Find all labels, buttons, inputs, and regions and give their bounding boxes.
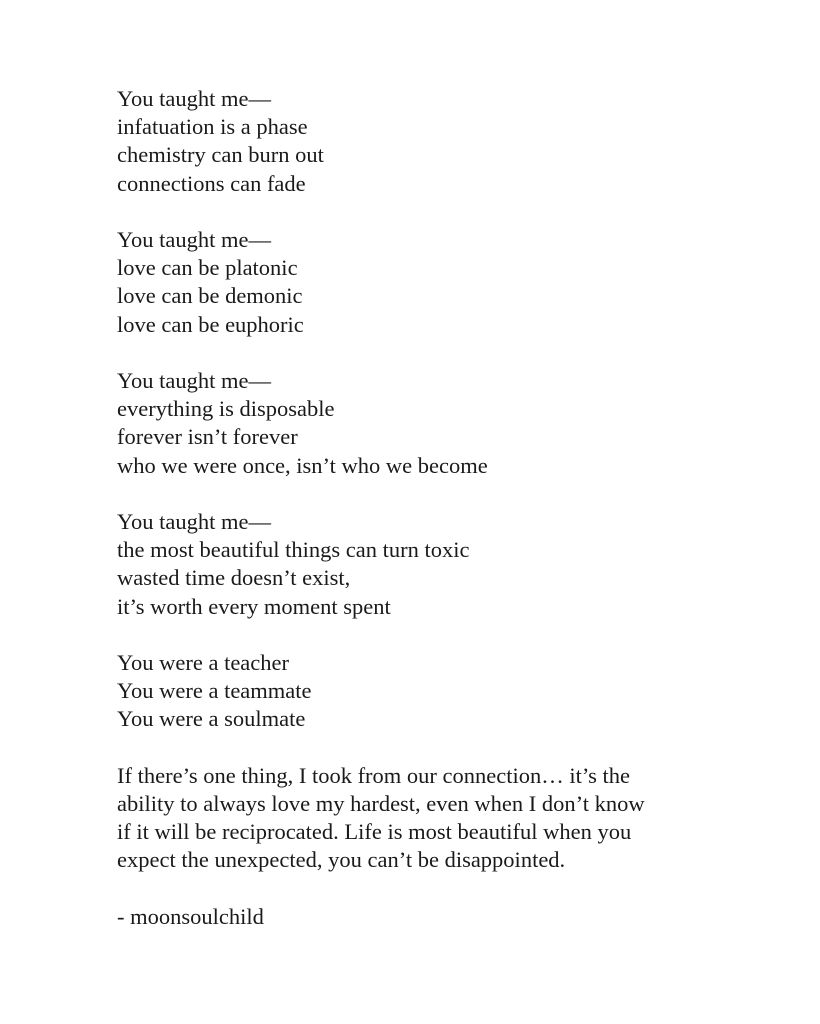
poem-line: You were a teammate xyxy=(117,678,312,704)
poem-line: You taught me— xyxy=(117,368,271,393)
poem-line: forever isn’t forever xyxy=(117,424,298,450)
poem-line: the most beautiful things can turn toxic xyxy=(117,537,470,563)
poem-line: connections can fade xyxy=(117,170,306,196)
poem-line: love can be euphoric xyxy=(117,311,304,337)
stanza-2 xyxy=(117,226,737,339)
paragraph-line: expect the unexpected, you can’t be disappointed. xyxy=(117,847,566,873)
paragraph-line: if it will be reciprocated. Life is most beautiful when you xyxy=(117,819,632,845)
poem-line: You taught me— xyxy=(117,509,271,534)
poem-line: love can be demonic xyxy=(117,283,303,309)
paragraph-line: If there’s one thing, I took from our connection… it’s the xyxy=(117,762,631,788)
poem-line: You were a teacher xyxy=(117,650,290,675)
poem-line: everything is disposable xyxy=(117,396,335,422)
poem-line: who we were once, isn’t who we become xyxy=(117,452,488,478)
stanza-5 xyxy=(117,649,737,734)
poem-page xyxy=(117,85,737,931)
poem-line: You were a soulmate xyxy=(117,706,306,732)
poem-line: it’s worth every moment spent xyxy=(117,593,391,619)
stanza-3 xyxy=(117,367,737,480)
stanza-4 xyxy=(117,508,737,621)
poem-line: chemistry can burn out xyxy=(117,142,324,168)
poem-line: infatuation is a phase xyxy=(117,114,308,140)
closing-paragraph xyxy=(117,762,737,875)
stanza-1 xyxy=(117,85,737,198)
poem-line: You taught me— xyxy=(117,227,271,252)
poem-line: love can be platonic xyxy=(117,255,298,281)
paragraph-line: ability to always love my hardest, even when I don’t know xyxy=(117,791,645,816)
author-signature: - moonsoulchild xyxy=(117,903,264,929)
poem-line: You taught me— xyxy=(117,86,271,111)
poem-line: wasted time doesn’t exist, xyxy=(117,565,351,591)
